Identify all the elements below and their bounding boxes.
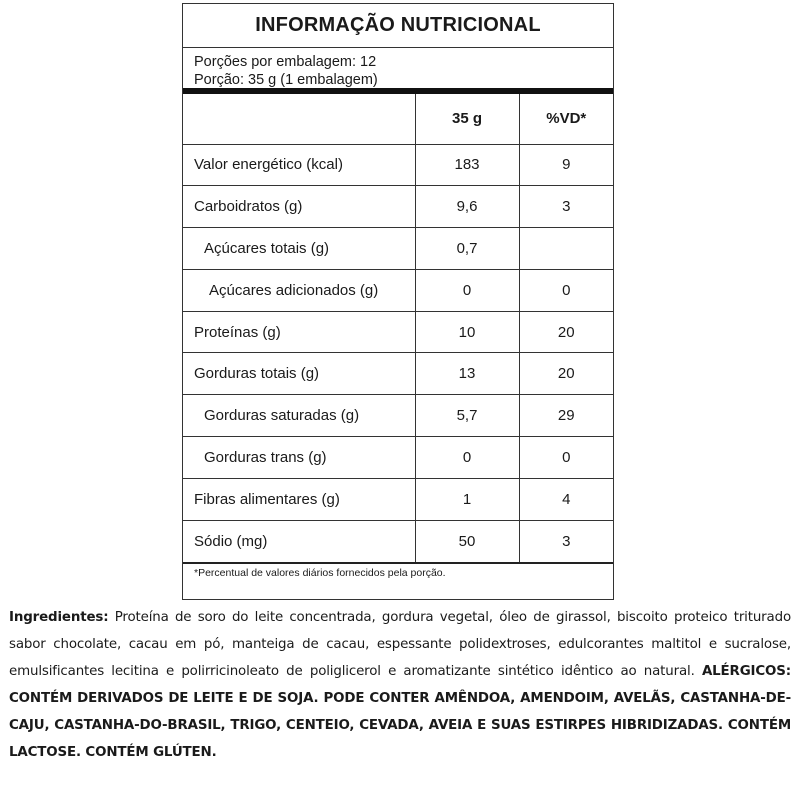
servings-per-package: Porções por embalagem: 12 xyxy=(194,54,377,70)
nutrient-label: Gorduras saturadas (g) xyxy=(183,395,415,437)
table-row xyxy=(183,144,613,186)
allergen-warning: ALÉRGICOS: CONTÉM DERIVADOS DE LEITE E DE SOJA. PODE CONTER AMÊNDOA, AMENDOIM, AVELÃS, CASTANHA-DE-CAJU, CASTANHA-DO-BRASIL, TRIGO, CENTEIO, CEVADA, AVEIA E SUAS ESTIRPES HIBRIDIZADAS. CONTÉM LACTOSE. CONTÉM GLÚTEN. xyxy=(9,664,791,760)
header-amount: 35 g xyxy=(415,94,519,144)
nutrient-dv: 4 xyxy=(519,478,613,520)
nutrient-label: Açúcares adicionados (g) xyxy=(183,269,415,311)
nutrient-amount: 10 xyxy=(415,311,519,353)
nutrient-amount: 5,7 xyxy=(415,395,519,437)
table-row xyxy=(183,311,613,353)
table-row xyxy=(183,478,613,520)
nutrient-amount: 0 xyxy=(415,269,519,311)
nutrient-label: Proteínas (g) xyxy=(183,311,415,353)
nutrition-table xyxy=(183,94,613,564)
table-row xyxy=(183,186,613,228)
header-dv: %VD* xyxy=(519,94,613,144)
nutrient-label: Gorduras trans (g) xyxy=(183,437,415,479)
nutrient-dv: 20 xyxy=(519,353,613,395)
ingredients-paragraph xyxy=(9,604,791,766)
table-row xyxy=(183,353,613,395)
nutrient-dv: 0 xyxy=(519,269,613,311)
nutrient-label: Carboidratos (g) xyxy=(183,186,415,228)
nutrient-amount: 0 xyxy=(415,437,519,479)
ingredients-heading: Ingredientes: xyxy=(9,610,109,625)
nutrient-dv: 3 xyxy=(519,520,613,563)
nutrient-label: Açúcares totais (g) xyxy=(183,228,415,270)
nutrient-dv: 29 xyxy=(519,395,613,437)
nutrient-amount: 13 xyxy=(415,353,519,395)
nutrient-label: Gorduras totais (g) xyxy=(183,353,415,395)
nutrient-label: Fibras alimentares (g) xyxy=(183,478,415,520)
table-row xyxy=(183,395,613,437)
nutrient-amount: 50 xyxy=(415,520,519,563)
ingredients-text: Proteína de soro do leite concentrada, gordura vegetal, óleo de girassol, biscoito proteico triturado sabor chocolate, cacau em pó, manteiga de cacau, espessante polidextroses, edulcorantes maltitol e sucralose, emulsificantes lecitina e polirricinoleato de poliglicerol e aromatizante sintético idêntico ao natural. xyxy=(9,610,791,679)
nutrient-label: Valor energético (kcal) xyxy=(183,144,415,186)
table-row xyxy=(183,228,613,270)
nutrient-label: Sódio (mg) xyxy=(183,520,415,563)
nutrition-facts-panel xyxy=(182,3,614,600)
nutrient-amount: 183 xyxy=(415,144,519,186)
serving-info xyxy=(183,48,613,94)
nutrient-dv xyxy=(519,228,613,270)
nutrient-dv: 0 xyxy=(519,437,613,479)
table-row xyxy=(183,437,613,479)
dv-footnote: *Percentual de valores diários fornecidos pela porção. xyxy=(194,567,446,580)
table-row xyxy=(183,520,613,563)
nutrient-amount: 9,6 xyxy=(415,186,519,228)
nutrient-dv: 9 xyxy=(519,144,613,186)
table-row xyxy=(183,269,613,311)
nutrient-dv: 3 xyxy=(519,186,613,228)
header-label xyxy=(183,94,415,144)
nutrient-dv: 20 xyxy=(519,311,613,353)
serving-size: Porção: 35 g (1 embalagem) xyxy=(194,72,378,88)
nutrient-amount: 0,7 xyxy=(415,228,519,270)
table-header-row xyxy=(183,94,613,144)
panel-title: INFORMAÇÃO NUTRICIONAL xyxy=(183,4,613,48)
nutrient-amount: 1 xyxy=(415,478,519,520)
